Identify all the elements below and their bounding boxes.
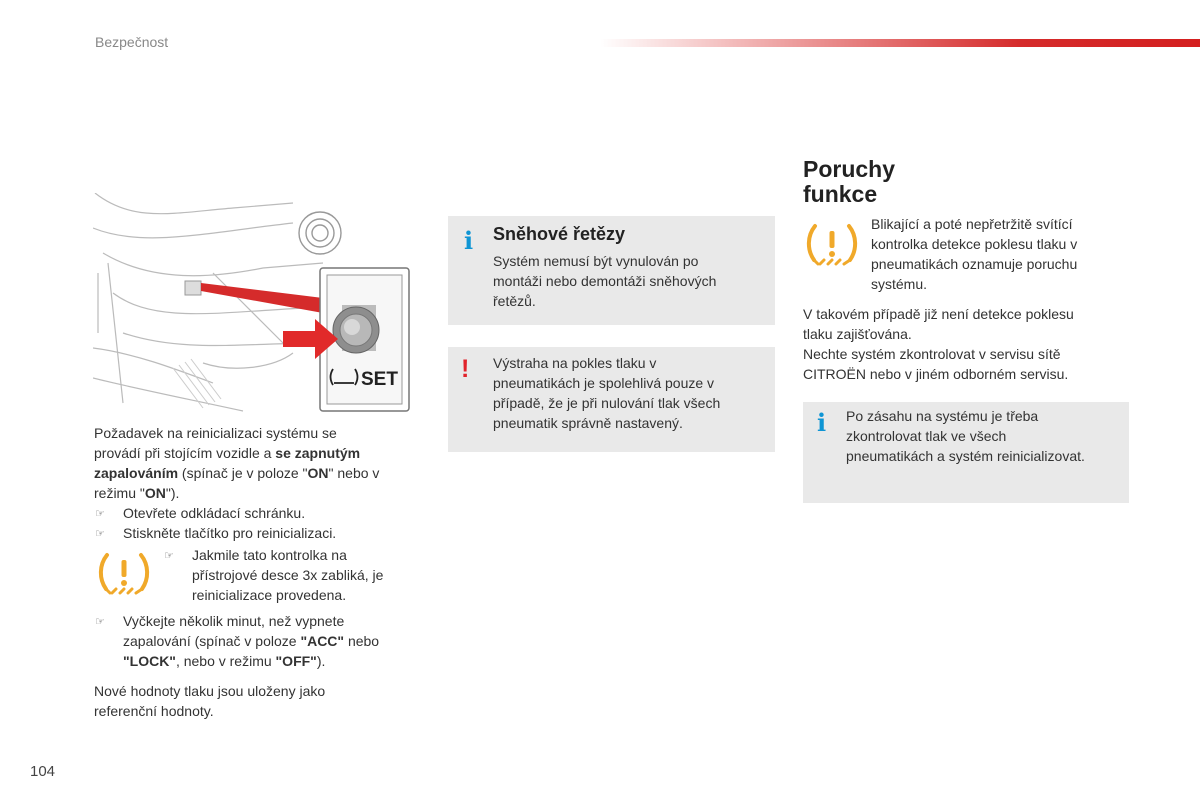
wait-instruction: ☞ Vyčkejte několik minut, než vypnete zapalování (spínač v poloze "ACC" nebo "LOCK", nebo v režimu "OFF"). [95,613,380,669]
section-title: Bezpečnost [95,34,169,50]
reset-procedure-text [94,423,424,503]
malfunction-paragraph: V takovém případě již není detekce poklesu tlaku zajišťována. Nechte systém zkontrolovat v servisu sítě CITROËN nebo v jiném odborném servisu. [803,306,1074,382]
list-item: ☞ Otevřete odkládací schránku. [94,503,424,523]
set-label: SET [361,369,398,390]
list-item: ☞ Stiskněte tlačítko pro reinicializaci. [94,523,424,543]
tire-pressure-warning-icon [98,551,150,597]
reset-button-illustration [93,193,413,413]
malfunction-lamp-text: Blikající a poté nepřetržitě svítící kontrolka detekce poklesu tlaku v pneumatikách oznamuje poruchu systému. [871,216,1078,292]
malfunction-heading: Poruchy funkce [803,156,896,207]
box-text: Systém nemusí být vynulován po montáži nebo demontáži sněhových řetězů. [493,253,717,309]
hand-pointer-icon: ☞ [95,508,105,520]
info-icon: i [464,226,474,255]
paragraph-line: režimu "ON"). [94,485,180,501]
final-note: Nové hodnoty tlaku jsou uloženy jako referenční hodnoty. [94,683,326,719]
hand-pointer-icon: ☞ [95,528,105,540]
exclamation-icon: ! [461,355,470,383]
blink-confirmation: ☞ Jakmile tato kontrolka na přístrojové desce 3x zabliká, je reinicializace provedena. [164,547,384,603]
page-number: 104 [30,763,56,780]
paragraph-line: provádí při stojícím vozidle a se zapnutým [94,445,361,461]
step-list [94,503,424,543]
hand-pointer-icon: ☞ [164,550,174,562]
service-info-box [803,402,1129,503]
tire-pressure-warning-icon [806,222,858,268]
hand-pointer-icon: ☞ [95,616,105,628]
box-text: Po zásahu na systému je třeba zkontrolovat tlak ve všech pneumatikách a systém reinicializovat. [846,408,1085,464]
warning-box [448,347,775,452]
box-title: Sněhové řetězy [493,224,626,244]
snow-chains-info-box [448,216,775,325]
info-icon: i [817,408,827,437]
box-text: Výstraha na pokles tlaku v pneumatikách je spolehlivá pouze v případě, že je při nulování tlak všech pneumatik správně nastavený. [493,355,721,431]
paragraph-line: zapalováním (spínač je v poloze "ON" nebo v [94,465,380,481]
paragraph-line: Požadavek na reinicializaci systému se [94,425,337,441]
header-accent-bar [600,39,1200,47]
